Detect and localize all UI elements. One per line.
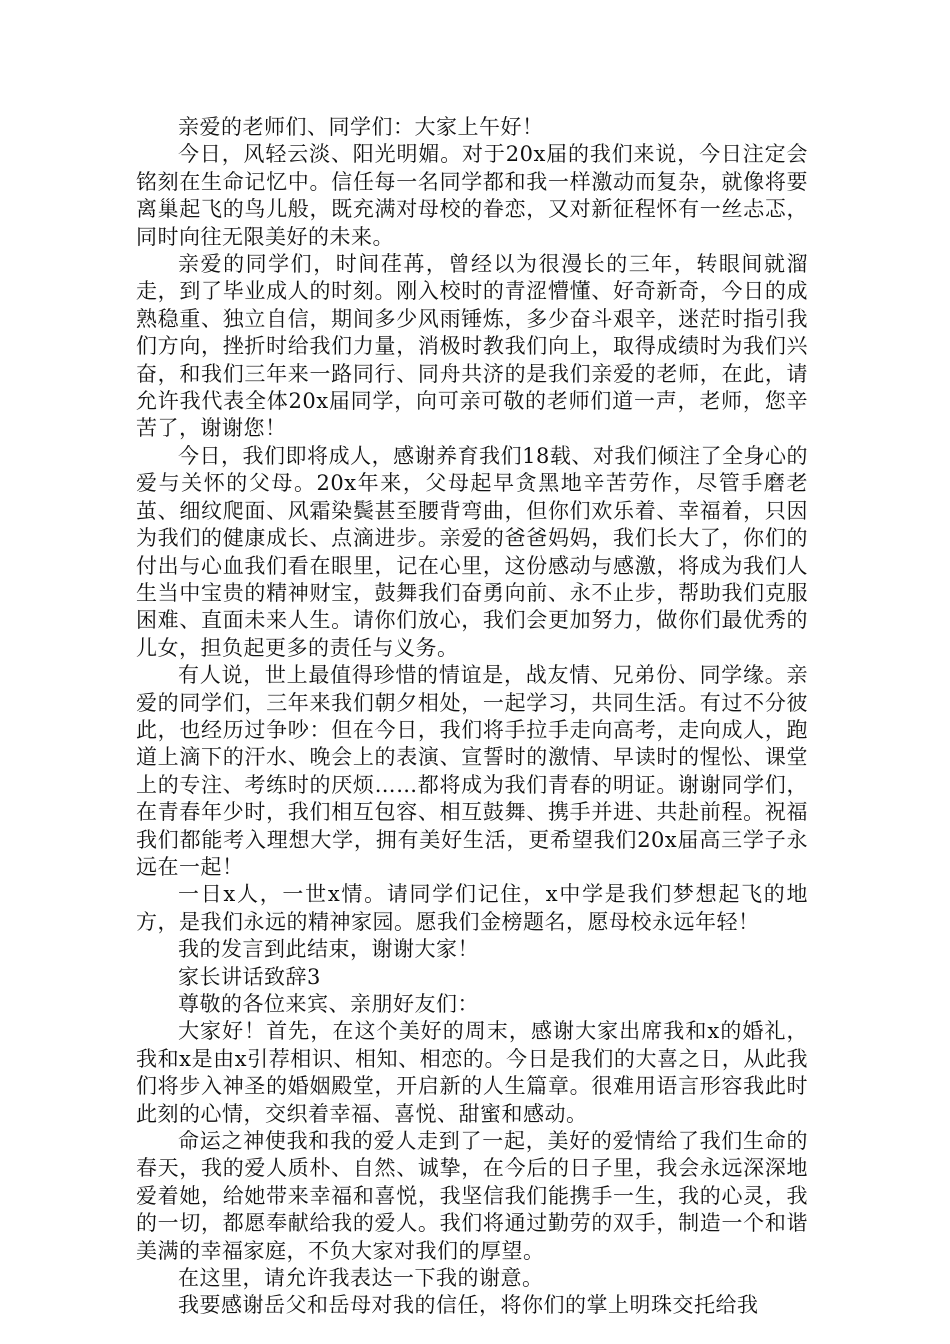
document-body	[136, 114, 808, 1320]
section-heading: 家长讲话致辞3	[178, 964, 321, 989]
paragraph-salutation: 尊敬的各位来宾、亲朋好友们：	[178, 992, 479, 1016]
paragraph-wedding-intro: 大家好！首先，在这个美好的周末，感谢大家出席我和x的婚礼，我和x是由x引荐相识、相知、相恋的。今日是我们的大喜之日，从此我们将步入神圣的婚姻殿堂，开启新的人生篇章。很难用语言形容我此时此刻的心情，交织着幸福、喜悦、甜蜜和感动。	[136, 1019, 808, 1126]
paragraph-greeting: 亲爱的老师们、同学们：大家上午好！	[178, 115, 544, 139]
paragraph-classmates: 有人说，世上最值得珍惜的情谊是，战友情、兄弟份、同学缘。亲爱的同学们，三年来我们朝夕相处，一起学习，共同生活。有过不分彼此，也经历过争吵：但在今日，我们将手拉手走向高考，走向成人，跑道上滴下的汗水、晚会上的表演、宣誓时的激情、早读时的惺忪、课堂上的专注、考练时的厌烦……都将成为我们青春的明证。谢谢同学们，在青春年少时，我们相互包容、相互鼓舞、携手并进、共赴前程。祝福我们都能考入理想大学，拥有美好生活，更希望我们20x届高三学子永远在一起！	[136, 663, 808, 879]
paragraph-parents: 今日，我们即将成人，感谢养育我们18载、对我们倾注了全身心的爱与关怀的父母。20x年来，父母起早贪黑地辛苦劳作，尽管手磨老茧、细纹爬面、风霜染鬓甚至腰背弯曲，但你们欢乐着、幸福着，只因为我们的健康成长、点滴进步。亲爱的爸爸妈妈，我们长大了，你们的付出与心血我们看在眼里，记在心里，这份感动与感激，将成为我们人生当中宝贵的精神财宝，鼓舞我们奋勇向前、永不止步，帮助我们克服困难、直面未来人生。请你们放心，我们会更加努力，做你们最优秀的儿女，担负起更多的责任与义务。	[136, 443, 808, 660]
paragraph-opening: 今日，风轻云淡、阳光明媚。对于20x届的我们来说，今日注定会铭刻在生命记忆中。信任每一名同学都和我一样激动而复杂，就像将要离巢起飞的鸟儿般，既充满对母校的眷恋，又对新征程怀有一丝忐忑，同时向往无限美好的未来。	[136, 142, 808, 249]
paragraph-closing: 我的发言到此结束，谢谢大家！	[178, 937, 479, 962]
paragraph-school: 一日x人，一世x情。请同学们记住，x中学是我们梦想起飞的地方，是我们永远的精神家园。愿我们金榜题名，愿母校永远年轻！	[136, 882, 808, 934]
paragraph-teachers: 亲爱的同学们，时间荏苒，曾经以为很漫长的三年，转眼间就溜走，到了毕业成人的时刻。刚入校时的青涩懵懂、好奇新奇，今日的成熟稳重、独立自信，期间多少风雨锤炼，多少奋斗艰辛，迷茫时指引我们方向，挫折时给我们力量，消极时教我们向上，取得成绩时为我们兴奋，和我们三年来一路同行、同舟共济的是我们亲爱的老师，在此，请允许我代表全体20x届同学，向可亲可敬的老师们道一声，老师，您辛苦了，谢谢您！	[136, 252, 808, 441]
paragraph-thanks-in-laws: 我要感谢岳父和岳母对我的信任，将你们的掌上明珠交托给我	[178, 1293, 759, 1318]
paragraph-thanks-intro: 在这里，请允许我表达一下我的谢意。	[178, 1266, 544, 1291]
paragraph-wedding-love: 命运之神使我和我的爱人走到了一起，美好的爱情给了我们生命的春天，我的爱人质朴、自然、诚挚，在今后的日子里，我会永远深深地爱着她，给她带来幸福和喜悦，我坚信我们能携手一生，我的心灵，我的一切，都愿奉献给我的爱人。我们将通过勤劳的双手，制造一个和谐美满的幸福家庭，不负大家对我们的厚望。	[136, 1129, 808, 1263]
